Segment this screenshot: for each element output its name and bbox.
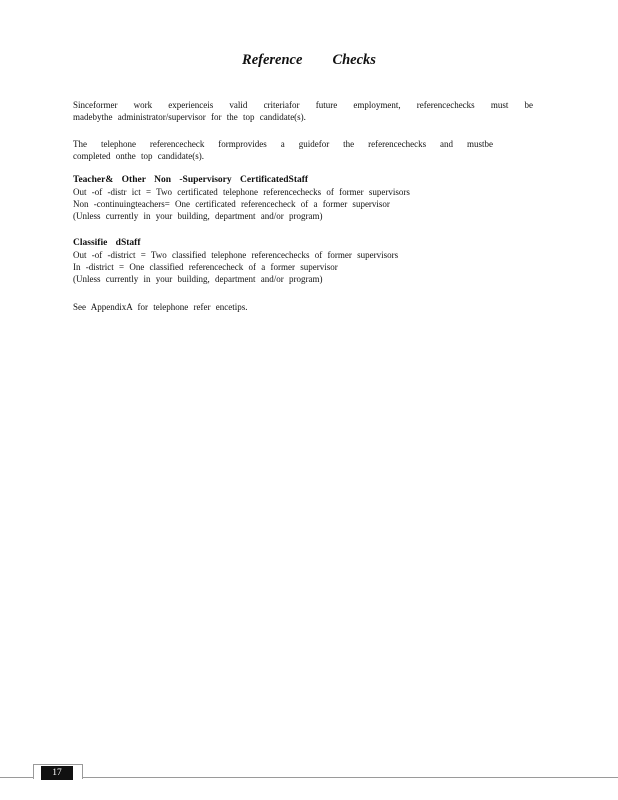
classified-line-2: In -district = One classified referencecheck of a former supervisor [73, 262, 338, 272]
certificated-heading: Teacher& Other Non -Supervisory CertificatedStaff [73, 175, 309, 185]
intro-line-1: Sinceformer work experienceis valid criteriafor future employment, referencechecks must be [73, 100, 533, 110]
classified-line-3: (Unless currently in your building, department and/or program) [73, 274, 323, 284]
page-number: 17 [41, 766, 73, 780]
certificated-line-1: Out -of -distr ict = Two certificated telephone referencechecks of former supervisors [73, 187, 410, 197]
telephone-paragraph [73, 138, 493, 162]
appendix-line: See AppendixA for telephone refer encetips. [73, 302, 248, 312]
telephone-line-2: completed onthe top candidate(s). [73, 151, 204, 161]
classified-line-1: Out -of -district = Two classified telephone referencechecks of former supervisors [73, 250, 399, 260]
footer-rule [0, 777, 618, 778]
classified-section [73, 237, 533, 285]
certificated-section [73, 174, 533, 222]
intro-paragraph [73, 99, 533, 123]
page-title [0, 52, 618, 69]
page-title-word-1: Reference [242, 52, 303, 68]
intro-line-2: madebythe administrator/supervisor for the top candidate(s). [73, 112, 306, 122]
certificated-line-2: Non -continuingteachers= One certificated referencecheck of a former supervisor [73, 199, 390, 209]
telephone-line-1: The telephone referencecheck formprovides a guidefor the referencechecks and mustbe [73, 139, 493, 149]
certificated-line-3: (Unless currently in your building, department and/or program) [73, 211, 323, 221]
classified-heading: Classifie dStaff [73, 238, 141, 248]
page-title-word-2: Checks [332, 52, 376, 68]
appendix-paragraph [73, 301, 533, 313]
